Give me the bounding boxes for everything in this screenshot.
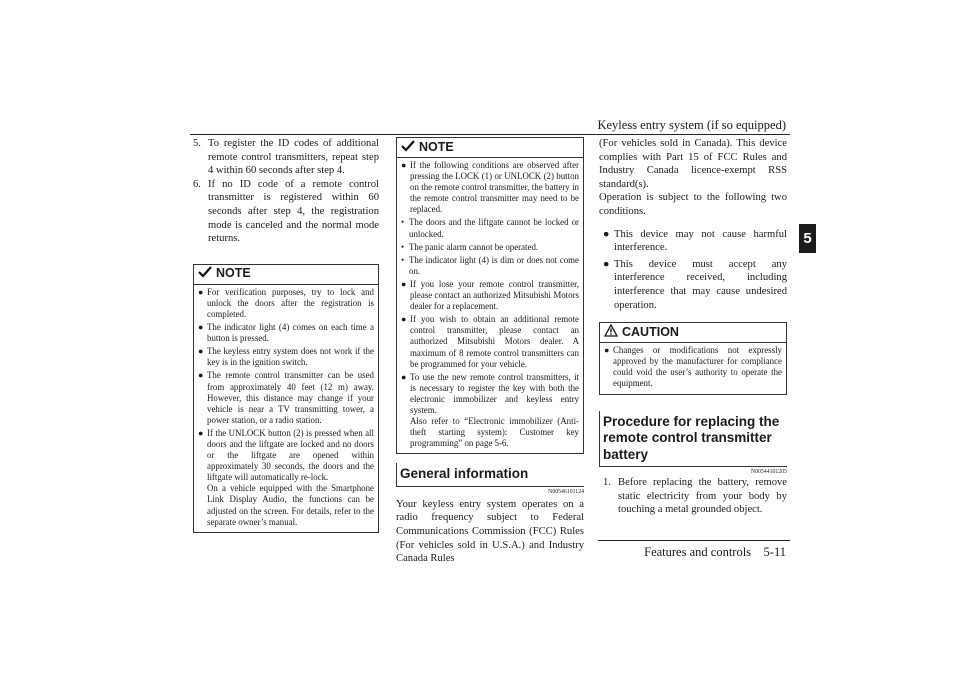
page-footer: Features and controls 5-11 xyxy=(644,545,786,559)
note-label: NOTE xyxy=(216,266,251,281)
bullet-icon: ● xyxy=(198,370,204,381)
step-number: 1. xyxy=(603,477,611,488)
note-bullet: ● To use the new remote control transmitters, it is necessary to register the key with both the electronic immobilizer and keyless entry system. xyxy=(401,371,579,415)
step-1 xyxy=(603,476,787,517)
bullet-icon: ● xyxy=(198,427,204,438)
body-paragraph: (For vehicles sold in Canada). This device complies with Part 15 of FCC Rules and Industry Canada licence-exempt RSS standard(s). xyxy=(599,138,787,190)
note-extra: Also refer to “Electronic immobilizer (Anti-theft starting system): Customer key programming” on page 5-6. xyxy=(410,416,579,449)
note-box xyxy=(193,264,379,533)
note-icon xyxy=(198,266,212,282)
note-header xyxy=(194,265,378,285)
section-title: Procedure for replacing the remote control transmitter battery xyxy=(599,411,787,467)
note-bullet: ● If you wish to obtain an additional remote control transmitter, please contact an authorized Mitsubishi Motors dealer. A maximum of 8 remote control transmitters can be programmed for your vehicle. xyxy=(401,314,579,369)
header-rule xyxy=(190,134,790,135)
caution-body xyxy=(600,343,786,389)
note-bullet: ● The indicator light (4) comes on each time a button is pressed. xyxy=(198,322,374,344)
chapter-tab: 5 xyxy=(799,224,816,253)
section-battery-replacement xyxy=(599,411,787,468)
step-text: If no ID code of a remote control transmitter is registered within 60 seconds after step 4, the registration mode is canceled and the normal mode returns. xyxy=(208,178,379,245)
bullet-icon: ● xyxy=(604,345,610,356)
bullet-icon: ● xyxy=(603,258,610,270)
note-bullet: ● If you lose your remote control transmitter, please contact an authorized Mitsubishi Motors dealer for a replacement. xyxy=(401,278,579,312)
doc-id: N00544101205 xyxy=(750,469,787,475)
step-number: 5. xyxy=(193,138,201,149)
page-header-title: Keyless entry system (if so equipped) xyxy=(597,118,786,132)
note-sub-item: • The panic alarm cannot be operated. xyxy=(401,241,539,252)
note-extra: On a vehicle equipped with the Smartphone Link Display Audio, the functions can be adjusted on the screen. For details, refer to the separate owner’s manual. xyxy=(207,483,374,527)
caution-header xyxy=(600,323,786,343)
bullet-icon: ● xyxy=(401,371,407,382)
note-header xyxy=(397,138,583,158)
body-bullet: ● This device must accept any interference received, including interference that may cause undesired operation. xyxy=(603,258,787,311)
bullet-icon: ● xyxy=(198,346,204,357)
step-5 xyxy=(193,137,379,178)
step-6 xyxy=(193,178,379,246)
note-bullet: ● For verification purposes, try to lock and unlock the doors after the registration is completed. xyxy=(198,286,374,319)
note-bullet: ● If the following conditions are observed after pressing the LOCK (1) or UNLOCK (2) button on the remote control transmitter, the battery in the remote control transmitter may need to be replaced. xyxy=(401,160,579,215)
section-general-information xyxy=(396,463,584,487)
note-box xyxy=(396,137,584,454)
note-body xyxy=(397,158,583,449)
footer-rule xyxy=(598,540,790,541)
note-sub-item: • The indicator light (4) is dim or does not come on. xyxy=(401,254,579,276)
body-paragraph: Operation is subject to the following two conditions. xyxy=(599,192,787,217)
body-bullet: ● This device may not cause harmful interference. xyxy=(603,228,787,254)
bullet-icon: ● xyxy=(603,228,610,240)
step-text: Before replacing the battery, remove static electricity from your body by touching a metal grounded object. xyxy=(618,477,787,516)
note-body xyxy=(194,285,378,528)
note-bullet: ● If the UNLOCK button (2) is pressed when all doors and the liftgate are locked and no doors or the liftgate are opened within approximately 30 seconds, the doors and the liftgate will automatically re-lock. xyxy=(198,427,374,483)
step-text: To register the ID codes of additional remote control transmitters, repeat step 4 within 60 seconds after step 4. xyxy=(208,138,379,177)
bullet-icon: ● xyxy=(198,322,204,333)
note-bullet: ● The keyless entry system does not work if the key is in the ignition switch. xyxy=(198,346,374,368)
note-bullet: ● The remote control transmitter can be used from approximately 40 feet (12 m) away. However, this distance may change if your vehicle is near a TV transmitting tower, a power station, or a radio station. xyxy=(198,370,374,425)
bullet-icon: ● xyxy=(198,286,204,297)
bullet-icon: ● xyxy=(401,314,407,325)
section-title: General information xyxy=(396,463,584,486)
caution-bullet: ● Changes or modifications not expressly approved by the manufacturer for compliance could void the user’s authority to operate the equipment. xyxy=(604,345,782,389)
note-label: NOTE xyxy=(419,139,454,154)
bullet-icon: ● xyxy=(401,160,407,170)
column-1 xyxy=(193,137,379,533)
column-3 xyxy=(599,137,787,517)
bullet-icon: ● xyxy=(401,278,407,289)
caution-box xyxy=(599,322,787,394)
step-number: 6. xyxy=(193,178,201,190)
doc-id: N00546101124 xyxy=(548,488,584,495)
note-sub-item: • The doors and the liftgate cannot be locked or unlocked. xyxy=(401,217,579,239)
caution-label: CAUTION xyxy=(622,324,679,339)
warning-triangle-icon xyxy=(604,324,618,341)
note-icon xyxy=(401,140,415,156)
column-2 xyxy=(396,137,584,566)
body-paragraph: Your keyless entry system operates on a radio frequency subject to Federal Communications Commission (FCC) Rules (For vehicles sold in U.S.A.) and Industry Canada Rules xyxy=(396,498,584,565)
